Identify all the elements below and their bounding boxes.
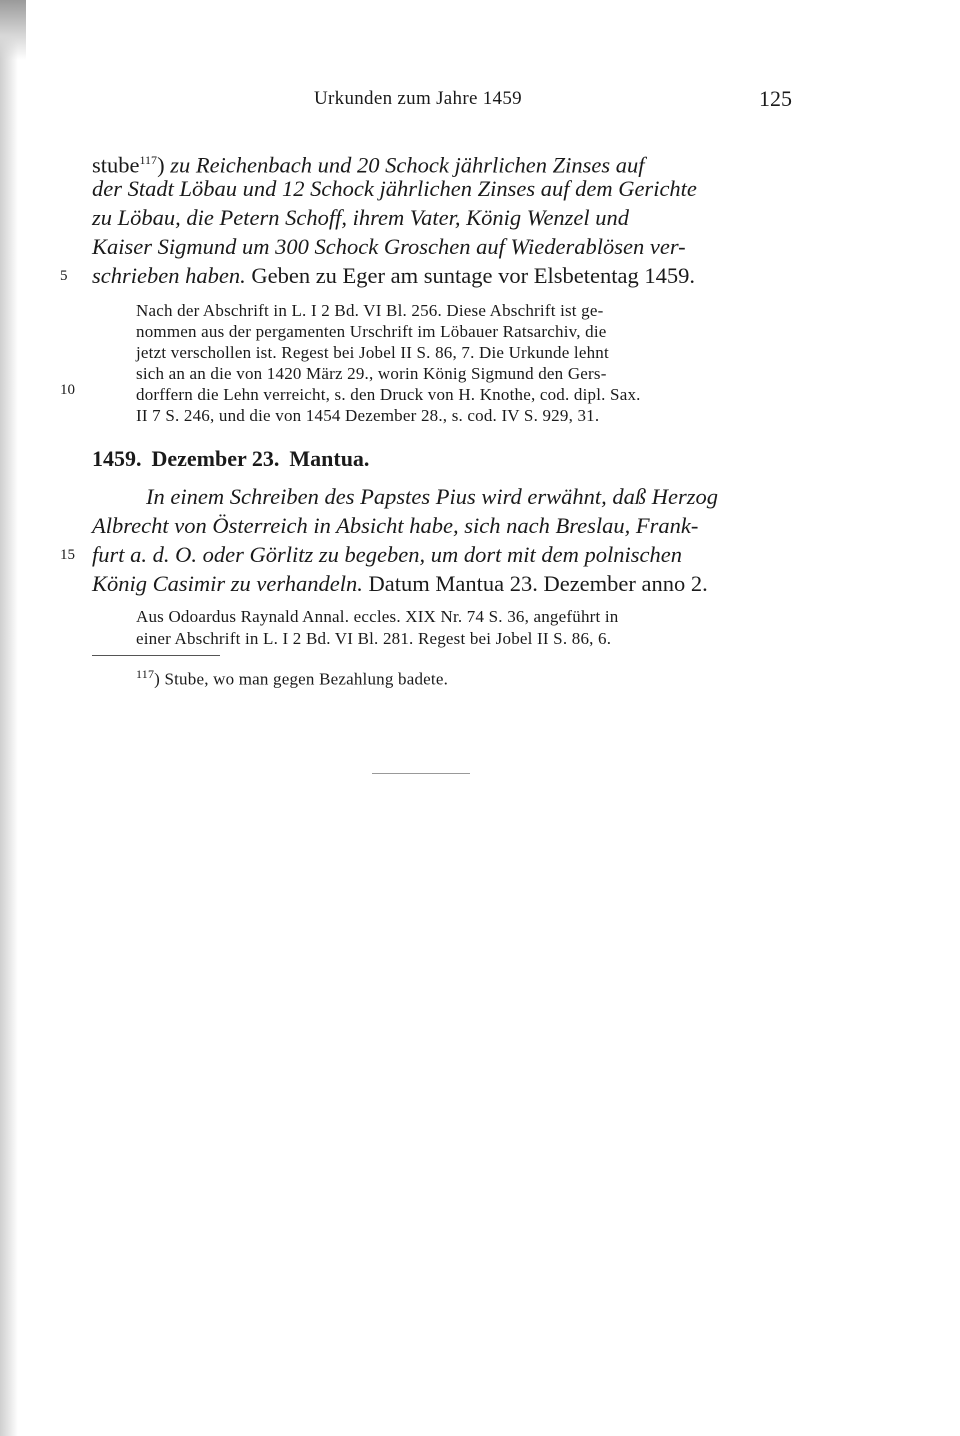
running-title: Urkunden zum Jahre 1459 <box>314 88 522 109</box>
footnote <box>136 663 449 689</box>
text-line <box>92 232 686 262</box>
line-number: 10 <box>60 382 75 398</box>
scan-edge-shadow <box>0 0 18 1436</box>
text-line <box>92 145 645 178</box>
text-segment: stube <box>92 152 140 178</box>
page-header <box>92 86 792 116</box>
note-line: einer Abschrift in L. I 2 Bd. VI Bl. 281. Regest bei Jobel II S. 86, 6. <box>136 629 612 648</box>
line-number: 15 <box>60 547 75 563</box>
footnote-separator <box>92 655 220 656</box>
italic-text: furt a. d. O. oder Görlitz zu begeben, um dort mit dem polnischen <box>92 542 682 567</box>
italic-text: zu Reichenbach und 20 Schock jährlichen Zinses auf <box>170 152 645 178</box>
scan-corner-mark <box>0 0 26 60</box>
italic-text: In einem Schreiben des Papstes Pius wird erwähnt, daß Herzog <box>146 484 719 509</box>
italic-text: der Stadt Löbau und 12 Schock jährlichen Zinses auf dem Gerichte <box>92 176 697 201</box>
text-line <box>92 261 695 291</box>
note-line: Aus Odoardus Raynald Annal. eccles. XIX Nr. 74 S. 36, angeführt in <box>136 607 619 626</box>
italic-text: Kaiser Sigmund um 300 Schock Groschen auf Wiederablösen ver- <box>92 234 686 259</box>
footnote-marker: 117 <box>136 667 155 681</box>
text-line <box>92 540 682 570</box>
text-line <box>146 482 718 512</box>
italic-text: zu Löbau, die Petern Schoff, ihrem Vater, König Wenzel und <box>92 205 630 230</box>
text-line <box>92 203 629 233</box>
footnote-text: ) Stube, wo man gegen Bezahlung badete. <box>154 669 449 689</box>
note-line: Nach der Abschrift in L. I 2 Bd. VI Bl. 256. Diese Abschrift ist ge- <box>136 301 604 320</box>
note-line: sich an an die von 1420 März 29., worin König Sigmund den Gers- <box>136 364 607 383</box>
note-line: dorffern die Lehn verreicht, s. den Druck von H. Knothe, cod. dipl. Sax. <box>136 385 641 404</box>
roman-text: Datum Mantua 23. Dezember anno 2. <box>362 571 708 596</box>
text-line <box>92 174 697 204</box>
document-heading <box>92 446 379 472</box>
note-line: nommen aus der pergamenten Urschrift im Löbauer Ratsarchiv, die <box>136 322 607 341</box>
end-rule <box>372 773 470 774</box>
heading-place: Mantua. <box>289 446 370 471</box>
italic-text: Albrecht von Österreich in Absicht habe, sich nach Breslau, Frank- <box>92 513 699 538</box>
heading-year: 1459. <box>92 446 142 471</box>
footnote-reference: 117 <box>139 153 158 167</box>
page-number: 125 <box>759 86 792 111</box>
text-line <box>92 511 698 541</box>
note-line: II 7 S. 246, und die von 1454 Dezember 28., s. cod. IV S. 929, 31. <box>136 406 600 425</box>
italic-text: schrieben haben. <box>92 263 246 288</box>
text-segment: ) <box>157 152 171 178</box>
roman-text: Geben zu Eger am suntage vor Elsbetentag 1459. <box>245 263 695 288</box>
note-line: jetzt verschollen ist. Regest bei Jobel II S. 86, 7. Die Urkunde lehnt <box>136 343 609 362</box>
heading-date: Dezember 23. <box>151 446 280 471</box>
text-line <box>92 569 708 599</box>
line-number: 5 <box>60 268 68 284</box>
italic-text: König Casimir zu verhandeln. <box>92 571 363 596</box>
